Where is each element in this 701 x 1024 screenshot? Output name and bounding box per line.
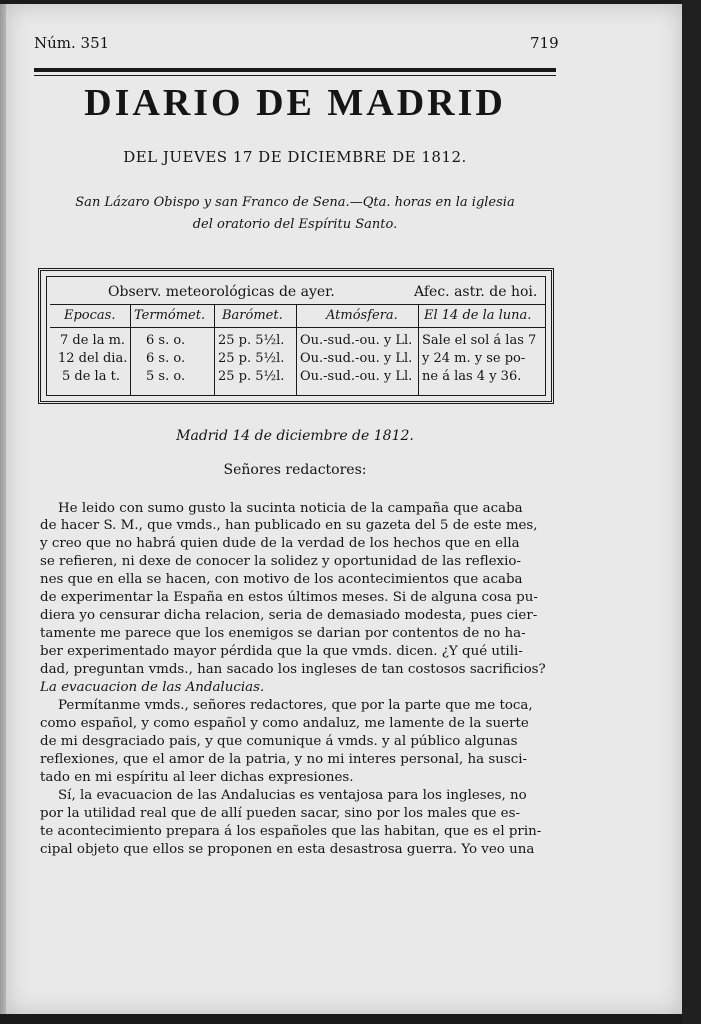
letter-line: cipal objeto que ellos se proponen en esta desastrosa guerra. Yo veo una bbox=[40, 842, 535, 857]
letter-salutation: Señores redactores: bbox=[223, 462, 367, 478]
astronomy-title: Afec. astr. de hoi. bbox=[414, 284, 538, 300]
header-rule-thick bbox=[34, 68, 556, 72]
letter-line: como español, y como español y como andaluz, me lamente de la suerte bbox=[40, 716, 529, 731]
weather-divider-top bbox=[50, 304, 546, 305]
weather-cell: Ou.-sud.-ou. y Ll. bbox=[300, 333, 413, 348]
letter-line: te acontecimiento prepara á los españoles que las habitan, que es el prin- bbox=[40, 824, 542, 839]
letter-line: He leido con sumo gusto la sucinta noticia de la campaña que acaba bbox=[58, 501, 523, 516]
masthead-title: DIARIO DE MADRID bbox=[84, 82, 506, 124]
letter-line: y creo que no habrá quien dude de la verdad de los hechos que en ella bbox=[40, 536, 520, 551]
dateline: DEL JUEVES 17 DE DICIEMBRE DE 1812. bbox=[123, 148, 467, 166]
weather-cell: Sale el sol á las 7 bbox=[422, 333, 537, 348]
weather-cell: 25 p. 5½l. bbox=[218, 333, 285, 348]
col-header-termometro: Termómet. bbox=[134, 308, 206, 323]
weather-cell: Ou.-sud.-ou. y Ll. bbox=[300, 369, 413, 384]
page-number: 719 bbox=[530, 34, 559, 52]
saints-notice bbox=[40, 192, 550, 236]
weather-cell: 25 p. 5½l. bbox=[218, 369, 285, 384]
weather-column-divider bbox=[418, 304, 419, 396]
letter-line: de experimentar la España en estos últimos meses. Si de alguna cosa pu- bbox=[40, 590, 538, 605]
letter-line: tado en mi espíritu al leer dichas expresiones. bbox=[40, 770, 354, 785]
col-header-barometro: Barómet. bbox=[222, 308, 283, 323]
header-rule-thin bbox=[34, 75, 556, 76]
letter-line: de hacer S. M., que vmds., han publicado en su gazeta del 5 de este mes, bbox=[40, 518, 538, 533]
saints-line-1: San Lázaro Obispo y san Franco de Sena.—Qta. horas en la iglesia bbox=[75, 195, 515, 210]
weather-cell: Ou.-sud.-ou. y Ll. bbox=[300, 351, 413, 366]
letter-line: dad, preguntan vmds., han sacado los ingleses de tan costosos sacrificios? bbox=[40, 662, 546, 677]
letter-line: reflexiones, que el amor de la patria, y no mi interes personal, ha susci- bbox=[40, 752, 528, 767]
letter-line: Permítanme vmds., señores redactores, que por la parte que me toca, bbox=[58, 698, 533, 713]
letter-line: diera yo censurar dicha relacion, seria de demasiado modesta, pues cier- bbox=[40, 608, 538, 623]
col-header-luna: El 14 de la luna. bbox=[424, 308, 532, 323]
col-header-epocas: Epocas. bbox=[64, 308, 116, 323]
letter-line: se refieren, ni dexe de conocer la solidez y oportunidad de las reflexio- bbox=[40, 554, 521, 569]
weather-cell: ne á las 4 y 36. bbox=[422, 369, 522, 384]
letter-line: tamente me parece que los enemigos se darian por contentos de no ha- bbox=[40, 626, 526, 641]
letter-line: Sí, la evacuacion de las Andalucias es ventajosa para los ingleses, no bbox=[58, 788, 527, 803]
scan-edge bbox=[682, 0, 701, 1024]
letter-line: nes que en ella se hacen, con motivo de los acontecimientos que acaba bbox=[40, 572, 523, 587]
weather-cell: y 24 m. y se po- bbox=[422, 351, 526, 366]
letter-line: ber experimentado mayor pérdida que la que vmds. dicen. ¿Y qué utili- bbox=[40, 644, 523, 659]
letter-line-italic: La evacuacion de las Andalucias. bbox=[40, 680, 265, 695]
weather-cell: 5 de la t. bbox=[62, 369, 120, 384]
weather-column-divider bbox=[130, 304, 131, 396]
weather-cell: 25 p. 5½l. bbox=[218, 351, 285, 366]
issue-number: Núm. 351 bbox=[34, 34, 110, 52]
letter-place-date: Madrid 14 de diciembre de 1812. bbox=[176, 428, 414, 444]
weather-cell: 6 s. o. bbox=[146, 333, 186, 348]
letter-line: de mi desgraciado pais, y que comunique á vmds. y al público algunas bbox=[40, 734, 518, 749]
weather-column-divider bbox=[214, 304, 215, 396]
weather-title: Observ. meteorológicas de ayer. bbox=[108, 284, 335, 300]
weather-cell: 6 s. o. bbox=[146, 351, 186, 366]
weather-cell: 12 del dia. bbox=[58, 351, 128, 366]
weather-column-divider bbox=[296, 304, 297, 396]
weather-divider-header bbox=[50, 327, 546, 328]
weather-cell: 5 s. o. bbox=[146, 369, 186, 384]
col-header-atmosfera: Atmósfera. bbox=[326, 308, 398, 323]
saints-line-2: del oratorio del Espíritu Santo. bbox=[192, 217, 398, 232]
weather-cell: 7 de la m. bbox=[60, 333, 126, 348]
letter-line: por la utilidad real que de allí pueden sacar, sino por los males que es- bbox=[40, 806, 520, 821]
